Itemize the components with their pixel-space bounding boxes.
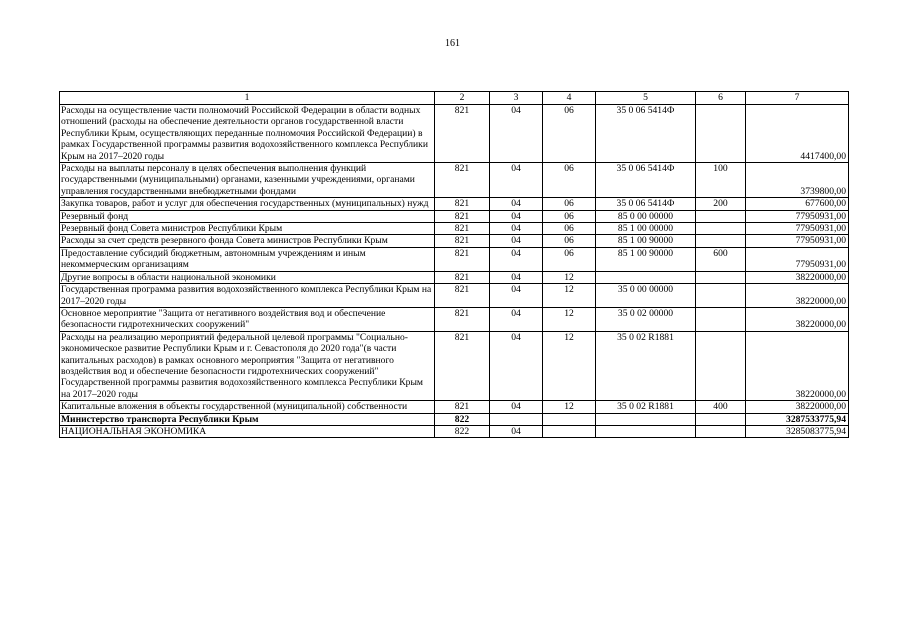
amount-cell: 38220000,00 [746, 271, 849, 283]
expense-name-cell: Резервный фонд Совета министров Республики Крым [60, 223, 435, 235]
expense-name-cell: Закупка товаров, работ и услуг для обеспечения государственных (муниципальных) нужд [60, 198, 435, 210]
target-article-code-cell: 85 1 00 00000 [596, 223, 696, 235]
column-header: 1 [60, 92, 435, 105]
department-code-cell: 822 [435, 413, 490, 425]
budget-table [59, 91, 849, 438]
amount-cell: 38220000,00 [746, 284, 849, 308]
section-code-cell: 04 [490, 425, 543, 437]
table-row [60, 401, 849, 413]
target-article-code-cell [596, 413, 696, 425]
department-code-cell: 821 [435, 284, 490, 308]
table-row [60, 331, 849, 400]
table-row [60, 307, 849, 331]
department-code-cell: 821 [435, 198, 490, 210]
department-code-cell: 821 [435, 307, 490, 331]
table-row [60, 235, 849, 247]
target-article-code-cell: 85 0 00 00000 [596, 210, 696, 222]
expense-name-cell: Расходы на выплаты персоналу в целях обеспечения выполнения функций государственными (муниципальными) органами, казенными учреждениями, органами управления государственными внебюджетными фондами [60, 163, 435, 198]
expense-type-code-cell [696, 210, 746, 222]
target-article-code-cell: 35 0 00 00000 [596, 284, 696, 308]
subsection-code-cell: 06 [543, 198, 596, 210]
table-row [60, 247, 849, 271]
department-code-cell: 821 [435, 271, 490, 283]
table-row [60, 425, 849, 437]
section-code-cell: 04 [490, 284, 543, 308]
column-header: 5 [596, 92, 696, 105]
expense-name-cell: Другие вопросы в области национальной экономики [60, 271, 435, 283]
column-header: 7 [746, 92, 849, 105]
section-code-cell: 04 [490, 247, 543, 271]
table-row [60, 271, 849, 283]
column-header: 6 [696, 92, 746, 105]
table-row [60, 210, 849, 222]
subsection-code-cell: 06 [543, 235, 596, 247]
page-number: 161 [445, 38, 460, 49]
section-code-cell: 04 [490, 223, 543, 235]
target-article-code-cell [596, 271, 696, 283]
column-number-row [60, 92, 849, 105]
department-code-cell: 821 [435, 105, 490, 163]
target-article-code-cell: 35 0 06 5414Ф [596, 198, 696, 210]
expense-type-code-cell: 600 [696, 247, 746, 271]
department-code-cell: 821 [435, 163, 490, 198]
subsection-code-cell: 12 [543, 307, 596, 331]
expense-type-code-cell [696, 105, 746, 163]
expense-name-cell: Расходы на осуществление части полномочий Российской Федерации в области водных отношений (расходы на обеспечение деятельности органов государственной власти Республики Крым, осуществляющих переданные полномочия Российской Федерации) в рамках Государственной программы развития водохозяйственного комплекса Республики Крым на 2017–2020 годы [60, 105, 435, 163]
expense-name-cell: Основное мероприятие "Защита от негативного воздействия вод и обеспечение безопасности гидротехнических сооружений" [60, 307, 435, 331]
subsection-code-cell: 12 [543, 271, 596, 283]
expense-type-code-cell: 400 [696, 401, 746, 413]
column-header: 3 [490, 92, 543, 105]
expense-type-code-cell [696, 284, 746, 308]
amount-cell: 677600,00 [746, 198, 849, 210]
expense-name-cell: Государственная программа развития водохозяйственного комплекса Республики Крым на 2017–2020 годы [60, 284, 435, 308]
expense-name-cell: Предоставление субсидий бюджетным, автономным учреждениям и иным некоммерческим организациям [60, 247, 435, 271]
amount-cell: 38220000,00 [746, 307, 849, 331]
column-header: 2 [435, 92, 490, 105]
expense-name-cell: Резервный фонд [60, 210, 435, 222]
expense-name-cell: Министерство транспорта Республики Крым [60, 413, 435, 425]
expense-type-code-cell [696, 223, 746, 235]
section-code-cell: 04 [490, 307, 543, 331]
expense-type-code-cell [696, 271, 746, 283]
amount-cell: 3739800,00 [746, 163, 849, 198]
target-article-code-cell: 35 0 02 R1881 [596, 331, 696, 400]
amount-cell: 77950931,00 [746, 223, 849, 235]
table-row [60, 163, 849, 198]
section-code-cell: 04 [490, 163, 543, 198]
target-article-code-cell: 35 0 02 00000 [596, 307, 696, 331]
amount-cell: 4417400,00 [746, 105, 849, 163]
expense-type-code-cell: 100 [696, 163, 746, 198]
department-code-cell: 822 [435, 425, 490, 437]
section-code-cell: 04 [490, 331, 543, 400]
table-row [60, 198, 849, 210]
amount-cell: 3287533775,94 [746, 413, 849, 425]
department-code-cell: 821 [435, 331, 490, 400]
expense-type-code-cell [696, 425, 746, 437]
expense-type-code-cell: 200 [696, 198, 746, 210]
section-code-cell: 04 [490, 210, 543, 222]
section-code-cell [490, 413, 543, 425]
amount-cell: 77950931,00 [746, 247, 849, 271]
section-code-cell: 04 [490, 198, 543, 210]
table-row [60, 223, 849, 235]
target-article-code-cell [596, 425, 696, 437]
amount-cell: 38220000,00 [746, 331, 849, 400]
department-code-cell: 821 [435, 235, 490, 247]
expense-name-cell: Расходы за счет средств резервного фонда Совета министров Республики Крым [60, 235, 435, 247]
department-code-cell: 821 [435, 210, 490, 222]
section-code-cell: 04 [490, 235, 543, 247]
expense-name-cell: НАЦИОНАЛЬНАЯ ЭКОНОМИКА [60, 425, 435, 437]
subsection-code-cell [543, 425, 596, 437]
expense-type-code-cell [696, 413, 746, 425]
subsection-code-cell: 06 [543, 247, 596, 271]
subsection-code-cell: 06 [543, 210, 596, 222]
department-code-cell: 821 [435, 401, 490, 413]
amount-cell: 38220000,00 [746, 401, 849, 413]
subsection-code-cell [543, 413, 596, 425]
subsection-code-cell: 06 [543, 223, 596, 235]
subsection-code-cell: 12 [543, 401, 596, 413]
table-row [60, 284, 849, 308]
expense-type-code-cell [696, 331, 746, 400]
expense-name-cell: Расходы на реализацию мероприятий федеральной целевой программы "Социально-экономическое развитие Республики Крым и г. Севастополя до 2020 года"(в части капитальных расходов) в рамках основного мероприятия "Защита от негативного воздействия вод и обеспечение безопасности гидротехнических сооружений" Государственной программы развития водохозяйственного комплекса Республики Крым на 2017–2020 годы [60, 331, 435, 400]
amount-cell: 3285083775,94 [746, 425, 849, 437]
section-code-cell: 04 [490, 401, 543, 413]
department-code-cell: 821 [435, 247, 490, 271]
target-article-code-cell: 85 1 00 90000 [596, 247, 696, 271]
section-code-cell: 04 [490, 105, 543, 163]
subsection-code-cell: 12 [543, 331, 596, 400]
expense-type-code-cell [696, 235, 746, 247]
subsection-code-cell: 06 [543, 163, 596, 198]
amount-cell: 77950931,00 [746, 235, 849, 247]
column-header: 4 [543, 92, 596, 105]
table-row [60, 105, 849, 163]
expense-type-code-cell [696, 307, 746, 331]
amount-cell: 77950931,00 [746, 210, 849, 222]
target-article-code-cell: 35 0 02 R1881 [596, 401, 696, 413]
target-article-code-cell: 35 0 06 5414Ф [596, 163, 696, 198]
target-article-code-cell: 85 1 00 90000 [596, 235, 696, 247]
department-code-cell: 821 [435, 223, 490, 235]
table-row [60, 413, 849, 425]
section-code-cell: 04 [490, 271, 543, 283]
expense-name-cell: Капитальные вложения в объекты государственной (муниципальной) собственности [60, 401, 435, 413]
subsection-code-cell: 12 [543, 284, 596, 308]
target-article-code-cell: 35 0 06 5414Ф [596, 105, 696, 163]
subsection-code-cell: 06 [543, 105, 596, 163]
